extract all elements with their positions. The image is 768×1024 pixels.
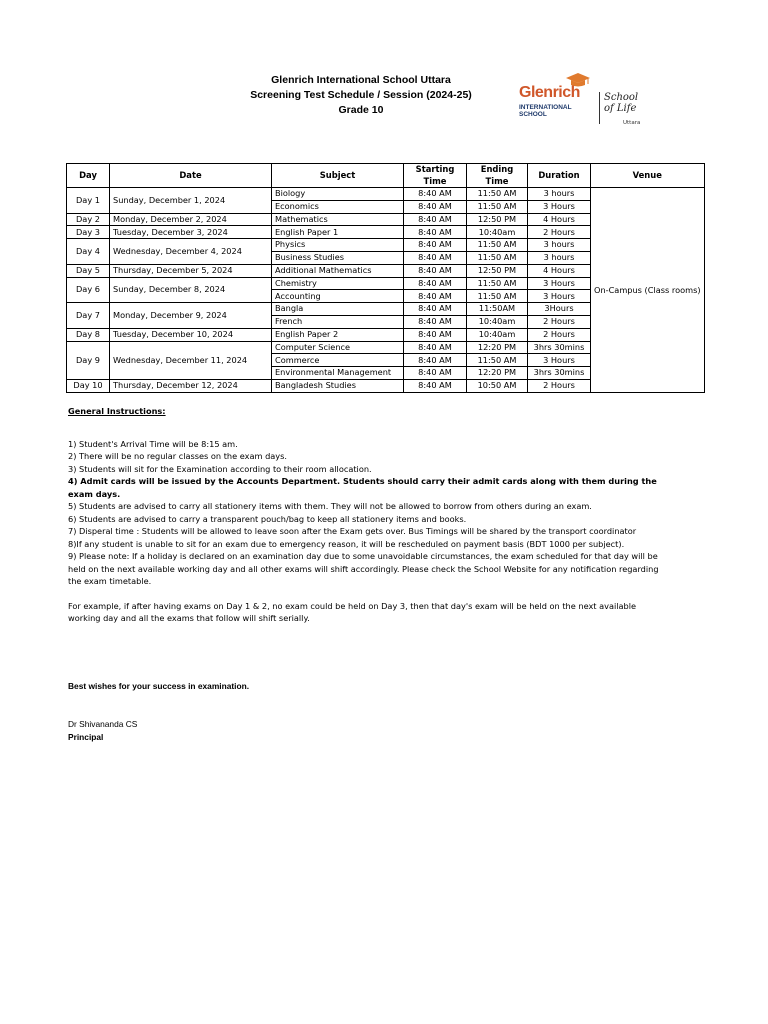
header-end: Ending Time <box>467 164 528 188</box>
logo-tagline: School of Life <box>604 92 639 114</box>
date-cell: Wednesday, December 4, 2024 <box>110 239 272 265</box>
venue-cell: On-Campus (Class rooms) <box>591 188 705 393</box>
duration-cell: 3 hours <box>528 239 591 252</box>
duration-cell: 3 Hours <box>528 277 591 290</box>
table-body <box>67 188 705 393</box>
instruction-item: 5) Students are advised to carry all stationery items with them. They will not be allowed to borrow from others during an exam. <box>68 501 592 511</box>
duration-cell: 3 Hours <box>528 290 591 303</box>
end-time-cell: 11:50 AM <box>467 188 528 201</box>
end-time-cell: 11:50 AM <box>467 200 528 213</box>
header-date: Date <box>110 164 272 188</box>
day-cell: Day 3 <box>67 226 110 239</box>
general-instructions <box>68 405 668 625</box>
day-cell: Day 10 <box>67 379 110 392</box>
end-time-cell: 12:50 PM <box>467 264 528 277</box>
end-time-cell: 10:40am <box>467 226 528 239</box>
subject-cell: Commerce <box>272 354 404 367</box>
logo-divider <box>599 92 600 124</box>
instruction-item: 7) Disperal time : Students will be allowed to leave soon after the Exam gets over. Bus Timings will be shared by the transport coordinator <box>68 526 637 536</box>
date-cell: Tuesday, December 10, 2024 <box>110 328 272 341</box>
subject-cell: Business Studies <box>272 251 404 264</box>
subject-cell: Accounting <box>272 290 404 303</box>
end-time-cell: 12:20 PM <box>467 341 528 354</box>
day-cell: Day 6 <box>67 277 110 303</box>
date-cell: Thursday, December 12, 2024 <box>110 379 272 392</box>
subject-cell: Computer Science <box>272 341 404 354</box>
instruction-item: 1) Student's Arrival Time will be 8:15 am. <box>68 438 238 449</box>
day-cell: Day 9 <box>67 341 110 379</box>
date-cell: Monday, December 2, 2024 <box>110 213 272 226</box>
day-cell: Day 4 <box>67 239 110 265</box>
header-subject: Subject <box>272 164 404 188</box>
end-time-cell: 10:50 AM <box>467 379 528 392</box>
end-time-cell: 10:40am <box>467 315 528 328</box>
subject-cell: Bangladesh Studies <box>272 379 404 392</box>
date-cell: Monday, December 9, 2024 <box>110 303 272 329</box>
instruction-item: 2) There will be no regular classes on the exam days. <box>68 451 288 461</box>
start-time-cell: 8:40 AM <box>404 354 467 367</box>
start-time-cell: 8:40 AM <box>404 226 467 239</box>
start-time-cell: 8:40 AM <box>404 341 467 354</box>
instruction-item: 4) Admit cards will be issued by the Accounts Department. Students should carry their admit cards along with them during the exam days. <box>68 476 657 499</box>
start-time-cell: 8:40 AM <box>404 328 467 341</box>
table-row <box>67 188 705 201</box>
duration-cell: 3 hours <box>528 251 591 264</box>
end-time-cell: 11:50AM <box>467 303 528 316</box>
signatory-name: Dr Shivananda CS <box>68 719 138 729</box>
duration-cell: 4 Hours <box>528 264 591 277</box>
school-name: Glenrich International School Uttara <box>271 74 451 86</box>
logo-subtitle: INTERNATIONAL SCHOOL <box>519 104 572 118</box>
start-time-cell: 8:40 AM <box>404 251 467 264</box>
header-duration: Duration <box>528 164 591 188</box>
start-time-cell: 8:40 AM <box>404 303 467 316</box>
schedule-title: Screening Test Schedule / Session (2024-25) <box>250 89 472 101</box>
start-time-cell: 8:40 AM <box>404 290 467 303</box>
end-time-cell: 12:50 PM <box>467 213 528 226</box>
instruction-item: 6) Students are advised to carry a transparent pouch/bag to keep all stationery items and books. <box>68 513 467 524</box>
duration-cell: 2 Hours <box>528 328 591 341</box>
start-time-cell: 8:40 AM <box>404 277 467 290</box>
duration-cell: 3hrs 30mins <box>528 341 591 354</box>
header-day: Day <box>67 164 110 188</box>
date-cell: Sunday, December 1, 2024 <box>110 188 272 214</box>
subject-cell: Economics <box>272 200 404 213</box>
duration-cell: 3 Hours <box>528 354 591 367</box>
subject-cell: English Paper 1 <box>272 226 404 239</box>
date-cell: Wednesday, December 11, 2024 <box>110 341 272 379</box>
grade-label: Grade 10 <box>338 104 384 116</box>
subject-cell: Physics <box>272 239 404 252</box>
duration-cell: 3hrs 30mins <box>528 367 591 380</box>
instruction-item: 3) Students will sit for the Examination according to their room allocation. <box>68 463 372 474</box>
subject-cell: Additional Mathematics <box>272 264 404 277</box>
duration-cell: 2 Hours <box>528 379 591 392</box>
subject-cell: Mathematics <box>272 213 404 226</box>
end-time-cell: 12:20 PM <box>467 367 528 380</box>
end-time-cell: 10:40am <box>467 328 528 341</box>
duration-cell: 3 Hours <box>528 200 591 213</box>
duration-cell: 3 hours <box>528 188 591 201</box>
instructions-title: General Instructions: <box>68 406 166 416</box>
document-header <box>200 73 522 118</box>
day-cell: Day 7 <box>67 303 110 329</box>
table-header-row <box>67 164 705 188</box>
start-time-cell: 8:40 AM <box>404 213 467 226</box>
logo-brand: Glenrich <box>519 84 580 101</box>
duration-cell: 3Hours <box>528 303 591 316</box>
date-cell: Tuesday, December 3, 2024 <box>110 226 272 239</box>
day-cell: Day 1 <box>67 188 110 214</box>
start-time-cell: 8:40 AM <box>404 315 467 328</box>
instruction-item: 8)If any student is unable to sit for an exam due to emergency reason, it will be rescheduled on payment basis (BDT 1000 per subject). <box>68 538 625 549</box>
header-venue: Venue <box>591 164 705 188</box>
subject-cell: Bangla <box>272 303 404 316</box>
start-time-cell: 8:40 AM <box>404 367 467 380</box>
day-cell: Day 2 <box>67 213 110 226</box>
subject-cell: French <box>272 315 404 328</box>
exam-schedule-table <box>66 163 705 393</box>
end-time-cell: 11:50 AM <box>467 239 528 252</box>
duration-cell: 2 Hours <box>528 226 591 239</box>
logo-location: Uttara <box>623 120 641 126</box>
subject-cell: Chemistry <box>272 277 404 290</box>
day-cell: Day 8 <box>67 328 110 341</box>
instruction-item: 9) Please note: If a holiday is declared on an examination day due to some unavoidable circumstances, the exam scheduled for that day will be held on the next available working day and all other exams will shift accordingly. Please check the School Website for any notification regarding the exam timetable. <box>68 551 659 586</box>
subject-cell: Biology <box>272 188 404 201</box>
instruction-example: For example, if after having exams on Day 1 & 2, no exam could be held on Day 3, then that day's exam will be held on the next available working day and all the exams that follow will shift serially. <box>68 600 637 623</box>
signatory-title: Principal <box>68 732 104 742</box>
school-logo <box>515 70 650 130</box>
end-time-cell: 11:50 AM <box>467 354 528 367</box>
duration-cell: 4 Hours <box>528 213 591 226</box>
subject-cell: English Paper 2 <box>272 328 404 341</box>
start-time-cell: 8:40 AM <box>404 188 467 201</box>
date-cell: Thursday, December 5, 2024 <box>110 264 272 277</box>
start-time-cell: 8:40 AM <box>404 239 467 252</box>
end-time-cell: 11:50 AM <box>467 290 528 303</box>
date-cell: Sunday, December 8, 2024 <box>110 277 272 303</box>
day-cell: Day 5 <box>67 264 110 277</box>
start-time-cell: 8:40 AM <box>404 379 467 392</box>
end-time-cell: 11:50 AM <box>467 251 528 264</box>
start-time-cell: 8:40 AM <box>404 264 467 277</box>
subject-cell: Environmental Management <box>272 367 404 380</box>
duration-cell: 2 Hours <box>528 315 591 328</box>
closing-wishes: Best wishes for your success in examination. <box>68 681 250 691</box>
header-start: Starting Time <box>404 164 467 188</box>
end-time-cell: 11:50 AM <box>467 277 528 290</box>
start-time-cell: 8:40 AM <box>404 200 467 213</box>
